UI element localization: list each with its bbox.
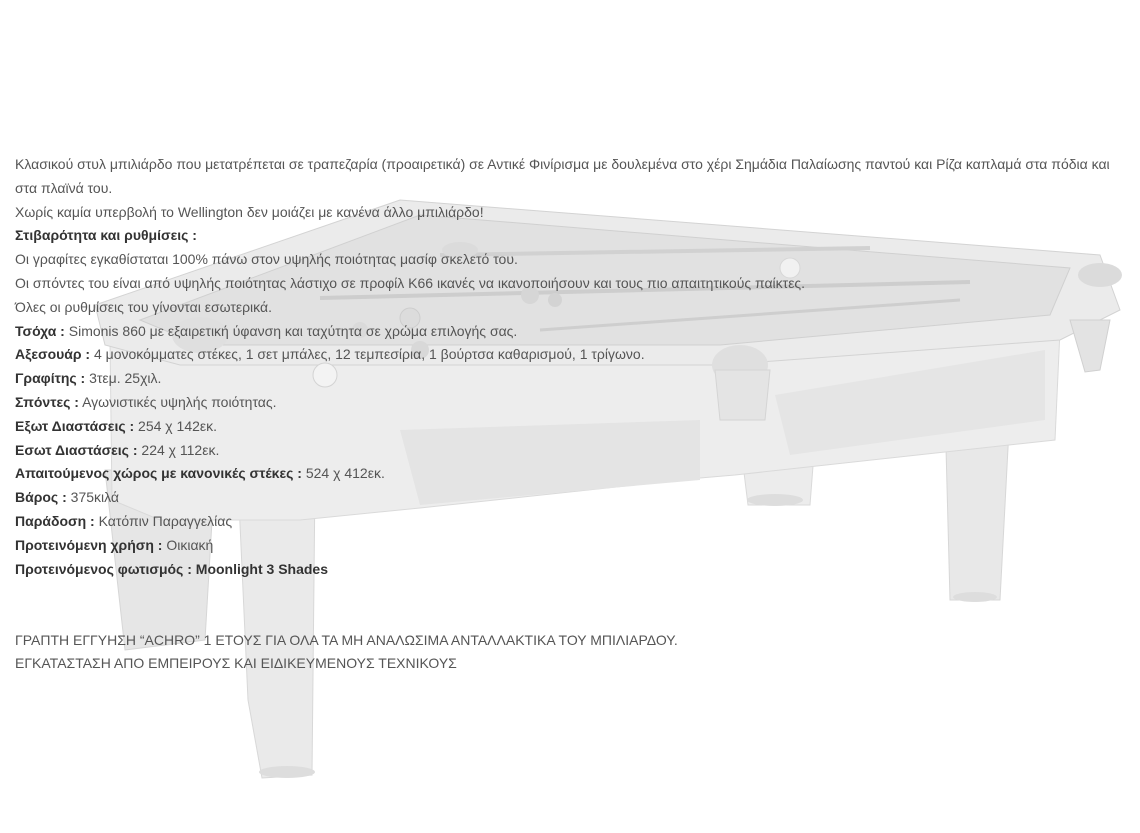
product-description (15, 153, 1135, 675)
intro-paragraph: Κλασικού στυλ μπιλιάρδο που μετατρέπεται σε τραπεζαρία (προαιρετικά) σε Αντικέ Φινίρισμα με δουλεμένα στο χέρι Σημάδια Παλαίωσης παντού και Ρίζα καπλαμά στα πόδια και στα πλαϊνά του. (15, 156, 1110, 196)
adjust-line: Όλες οι ρυθμίσεις του γίνονται εσωτερικά. (15, 298, 272, 315)
spec-delivery: Παράδοση : Κατόπιν Παραγγελίας (15, 512, 233, 529)
spec-required-space: Απαιτούμενος χώρος με κανονικές στέκες : 524 χ 412εκ. (15, 465, 385, 482)
spec-inner-dimensions: Εσωτ Διαστάσεις : 224 χ 112εκ. (15, 441, 220, 458)
spec-cushions: Σπόντες : Αγωνιστικές υψηλής ποιότητας. (15, 393, 277, 410)
installation-line: ΕΓΚΑΤΑΣΤΑΣΗ ΑΠΟ ΕΜΠΕΙΡΟΥΣ ΚΑΙ ΕΙΔΙΚΕΥΜΕΝΟΥΣ ΤΕΧΝΙΚΟΥΣ (15, 655, 457, 672)
rails-line: Οι σπόντες του είναι από υψηλής ποιότητας λάστιχο σε προφίλ Κ66 ικανές να ικανοποιήσουν και τους πιο απαιτητικούς παίκτες. (15, 274, 806, 291)
slates-line: Οι γραφίτες εγκαθίσταται 100% πάνω στον υψηλής ποιότητας μασίφ σκελετό του. (15, 251, 518, 268)
warranty-line: ΓΡΑΠΤΗ ΕΓΓΥΗΣΗ “ACHRO” 1 ΕΤΟΥΣ ΓΙΑ ΟΛΑ ΤΑ ΜΗ ΑΝΑΛΩΣΙΜΑ ΑΝΤΑΛΛΑΚΤΙΚΑ ΤΟΥ ΜΠΙΛΙΑΡΔΟΥ. (15, 632, 678, 649)
spec-lighting: Προτεινόμενος φωτισμός : Moonlight 3 Shades (15, 560, 329, 577)
spec-weight: Βάρος : 375κιλά (15, 489, 120, 506)
spacer (15, 581, 1135, 629)
spec-outer-dimensions: Εξωτ Διαστάσεις : 254 χ 142εκ. (15, 417, 218, 434)
spec-accessories: Αξεσουάρ : 4 μονοκόμματες στέκες, 1 σετ μπάλες, 12 τεμπεσίρια, 1 βούρτσα καθαρισμού, 1 τρίγωνο. (15, 346, 645, 363)
sturdiness-heading: Στιβαρότητα και ρυθμίσεις : (15, 227, 197, 244)
spec-recommended-use: Προτεινόμενη χρήση : Οικιακή (15, 536, 214, 553)
tagline: Χωρίς καμία υπερβολή το Wellington δεν μοιάζει με κανένα άλλο μπιλιάρδο! (15, 203, 484, 220)
spec-slate: Γραφίτης : 3τεμ. 25χιλ. (15, 370, 162, 387)
spec-cloth: Τσόχα : Simonis 860 με εξαιρετική ύφανση και ταχύτητα σε χρώμα επιλογής σας. (15, 322, 518, 339)
